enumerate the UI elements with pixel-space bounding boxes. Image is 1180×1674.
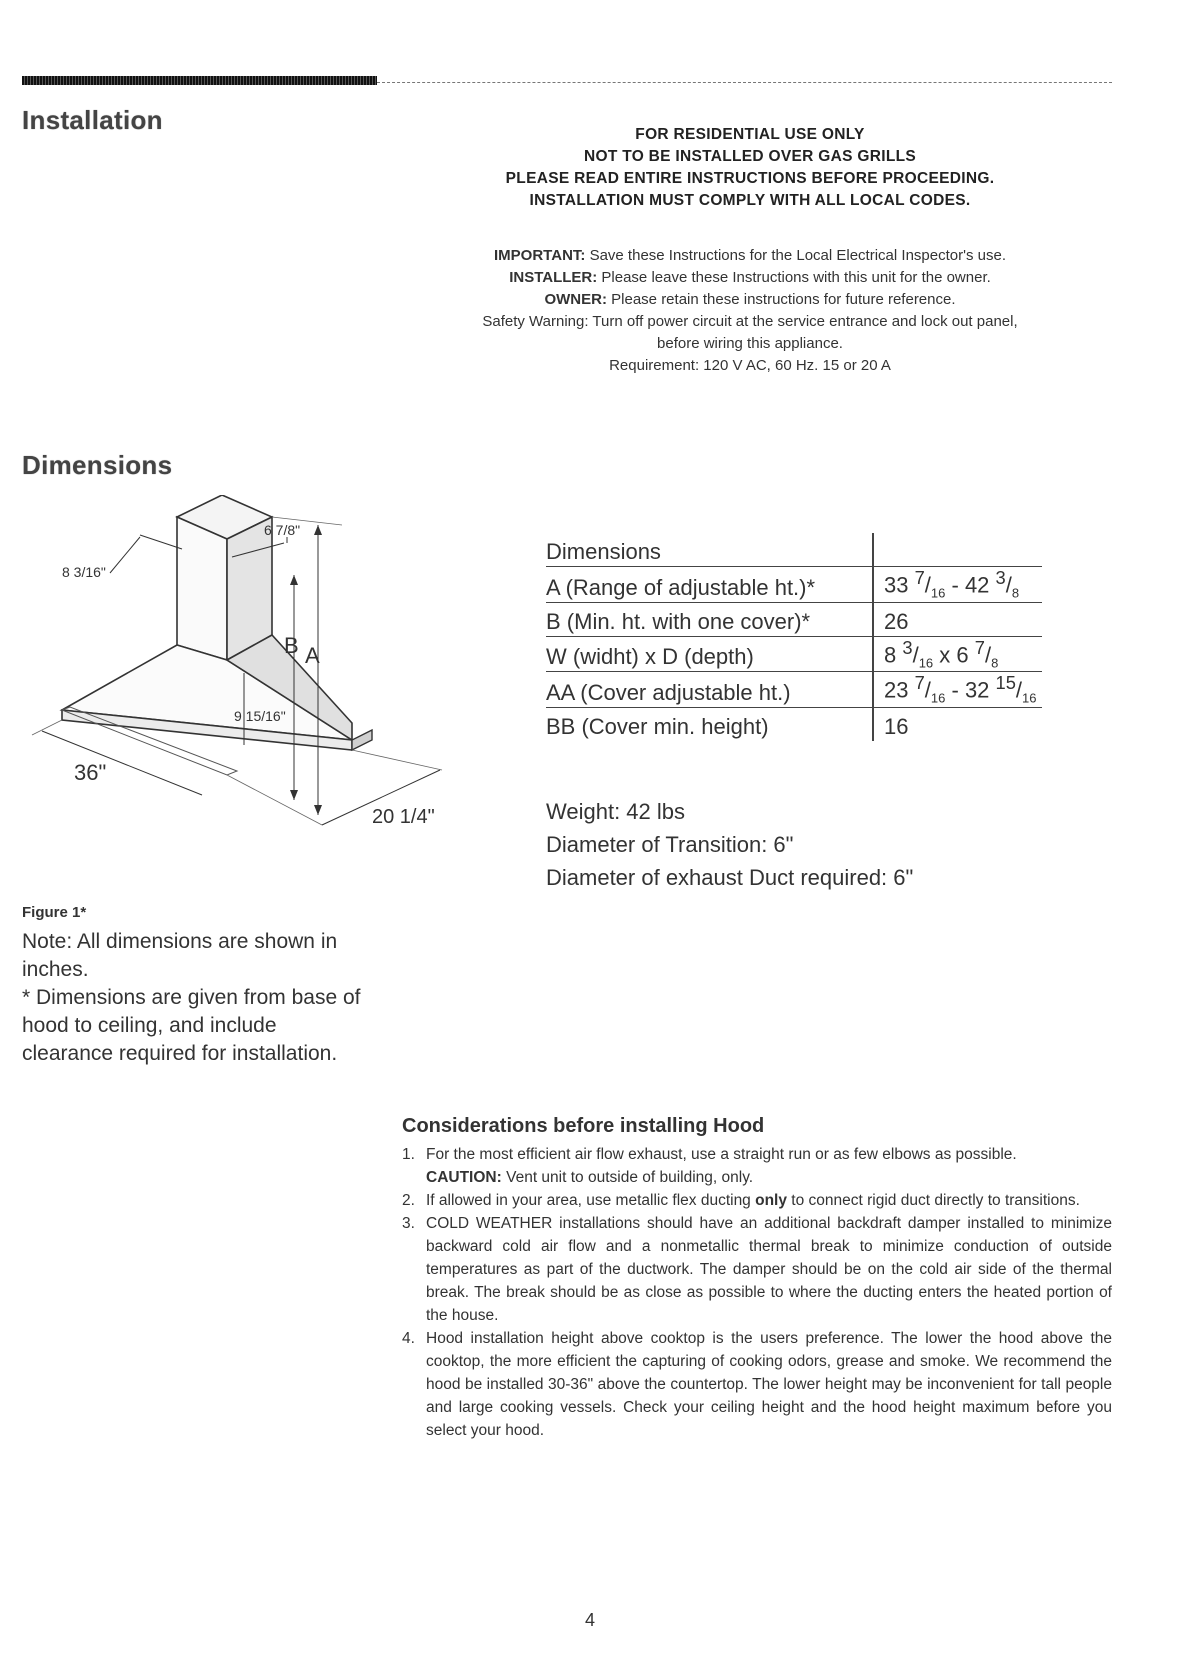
figure-note-line: * Dimensions are given from base of hood to ceiling, and include clearance required for installation. (22, 986, 361, 1065)
hood-drawing (22, 495, 482, 875)
important-block (360, 245, 1140, 377)
top-depth-label: 6 7/8" (264, 522, 301, 538)
table-row (546, 636, 1042, 672)
fraction-numerator: 7 (914, 567, 925, 588)
dimension-label: AA (Cover adjustable ht.) (546, 672, 873, 708)
item-text: COLD WEATHER installations should have an additional backdraft damper installed to minimize backward cold air flow and a nonmetallic thermal break to minimize conduction of outside temperatures as part of the ductwork. The damper should be on the cold air side of the thermal break. The break should be as close as possible to where the ducting enters the heated portion of the house. (426, 1215, 1112, 1324)
a-label: A (305, 643, 320, 668)
hood-dimension-figure (22, 495, 482, 875)
table-row (546, 567, 1042, 603)
installation-title: Installation (22, 105, 163, 135)
item-text-bold: only (755, 1192, 787, 1209)
figure-caption: Figure 1* (22, 904, 87, 921)
chimney-left-face (177, 517, 227, 660)
hood-height-label: 9 15/16" (234, 708, 286, 724)
considerations-title: Considerations before installing Hood (402, 1115, 765, 1137)
table-header-cell (873, 533, 1042, 567)
width-dimension-line (42, 731, 202, 795)
owner-line (360, 289, 1140, 311)
table-header-row (546, 533, 1042, 567)
depth-label: 20 1/4" (372, 806, 435, 828)
important-text: Save these Instructions for the Local Electrical Inspector's use. (589, 247, 1006, 264)
top-rule-dotted (377, 82, 1112, 83)
fraction-numerator: 7 (974, 636, 985, 658)
notice-line: NOT TO BE INSTALLED OVER GAS GRILLS (584, 148, 916, 165)
weight-spec: Weight: 42 lbs (546, 799, 686, 824)
fraction-denominator: 16 (930, 585, 946, 601)
fraction-numerator: 3 (995, 567, 1006, 588)
arrowhead (290, 575, 298, 585)
value-whole: - 32 (945, 677, 996, 703)
item-number: 2. (402, 1192, 415, 1209)
dimension-value: 23 $^7/_{16} - 32$ $^{15}/_{16}$ (873, 672, 1042, 708)
safety-warning-line-2: before wiring this appliance. (657, 335, 843, 352)
hood-base-side (352, 730, 372, 750)
dimension-value: 33 $^7/_{16} - 42$ $^3/_8$ (873, 567, 1042, 603)
value-whole: - 42 (945, 572, 996, 598)
top-rule (22, 76, 1112, 86)
arrowhead (290, 790, 298, 800)
arrowhead (314, 525, 322, 535)
figure-note-line: Note: All dimensions are shown in inches. (22, 930, 338, 981)
ext-line (227, 775, 322, 825)
value-whole: 33 (884, 572, 915, 598)
item-text: If allowed in your area, use metallic flex ducting (426, 1192, 756, 1209)
table-row (546, 602, 1042, 636)
fraction-numerator: 15 (995, 672, 1016, 694)
dimension-value: 8 $^3/_{16}$ x 6 $^7/_8$ (873, 636, 1042, 672)
list-item (402, 1327, 1112, 1442)
item-number: 4. (402, 1330, 415, 1347)
side-width-leader (110, 537, 140, 573)
list-item (402, 1143, 1112, 1189)
dimension-value: 26 (873, 602, 1042, 636)
item-text: For the most efficient air flow exhaust, use a straight run or as few elbows as possible. (426, 1146, 1017, 1163)
dimensions-table (546, 533, 1042, 741)
considerations-list (402, 1143, 1112, 1442)
notice-line: PLEASE READ ENTIRE INSTRUCTIONS BEFORE PROCEEDING. (505, 170, 995, 187)
dimension-label: A (Range of adjustable ht.)* (546, 567, 873, 603)
table-row (546, 708, 1042, 742)
item-text: Hood installation height above cooktop is the users preference. The lower the hood above the cooktop, the more efficient the capturing of cooking odors, grease and smoke. We recommend the hood be installed 30-36" above the countertop. The lower height may be inconvenient for tall people and large cooking vessels. Check your ceiling height and the hood height maximum before you select your hood. (426, 1330, 1112, 1439)
dimension-value: 16 (873, 708, 1042, 742)
side-width-leader (140, 535, 182, 549)
arrowhead (314, 805, 322, 815)
b-label: B (284, 633, 299, 658)
installer-line (360, 267, 1140, 289)
list-item (402, 1189, 1112, 1212)
dimension-label: BB (Cover min. height) (546, 714, 769, 740)
fraction-numerator: 7 (914, 672, 925, 694)
fraction-denominator: 16 (1022, 691, 1037, 707)
transition-spec: Diameter of Transition: 6" (546, 832, 794, 857)
owner-text: Please retain these instructions for future reference. (611, 291, 956, 308)
side-width-label: 8 3/16" (62, 564, 106, 580)
page-number: 4 (584, 1610, 595, 1630)
item-number: 1. (402, 1146, 415, 1163)
fraction-denominator: 8 (991, 655, 999, 671)
important-label: IMPORTANT: (494, 247, 586, 264)
dimensions-title: Dimensions (22, 450, 173, 480)
installer-label: INSTALLER: (509, 269, 598, 286)
table-row (546, 672, 1042, 708)
fraction-denominator: 16 (930, 691, 946, 707)
installer-text: Please leave these Instructions with this unit for the owner. (601, 269, 991, 286)
owner-label: OWNER: (544, 291, 607, 308)
notice-line: FOR RESIDENTIAL USE ONLY (635, 126, 865, 143)
important-line (360, 245, 1140, 267)
value-whole: 23 (884, 677, 915, 703)
item-number: 3. (402, 1215, 415, 1232)
requirement-line: Requirement: 120 V AC, 60 Hz. 15 or 20 A (609, 357, 891, 374)
dimension-label: B (Min. ht. with one cover)* (546, 602, 873, 636)
list-item (402, 1212, 1112, 1327)
fraction-numerator: 3 (902, 636, 913, 658)
exhaust-spec: Diameter of exhaust Duct required: 6" (546, 865, 914, 890)
notice-line: INSTALLATION MUST COMPLY WITH ALL LOCAL CODES. (529, 192, 971, 209)
width-label: 36" (74, 760, 107, 785)
value-whole: 8 (884, 642, 903, 668)
fraction-denominator: 8 (1011, 585, 1020, 601)
figure-note (22, 928, 362, 1068)
table-header-cell: Dimensions (546, 533, 873, 567)
item-text: to connect rigid duct directly to transitions. (787, 1192, 1080, 1209)
caution-text: Vent unit to outside of building, only. (506, 1169, 754, 1186)
value-whole: x 6 (933, 642, 975, 668)
caution-label: CAUTION: (426, 1169, 502, 1186)
fraction-denominator: 16 (918, 655, 934, 671)
notices-block (360, 124, 1140, 212)
safety-warning-line-1: Safety Warning: Turn off power circuit at the service entrance and lock out panel, (482, 313, 1018, 330)
specs-block (546, 795, 913, 894)
dimension-label: W (widht) x D (depth) (546, 636, 873, 672)
top-rule-solid (22, 76, 377, 85)
ext-line (352, 750, 442, 770)
